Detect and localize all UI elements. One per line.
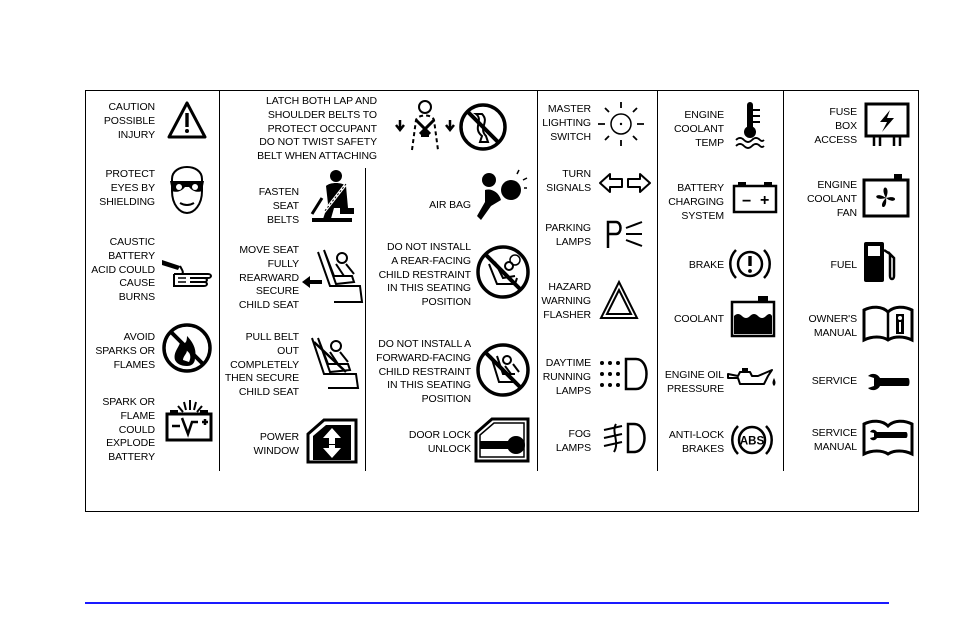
column-divider (219, 91, 220, 471)
column-divider (783, 91, 784, 471)
wrench-icon (866, 372, 910, 392)
coolant-temp-label: ENGINE COOLANT TEMP (673, 109, 724, 149)
service-manual-label: SERVICE MANUAL (811, 427, 857, 453)
oil-can-icon (726, 366, 778, 392)
power-window-label: POWER WINDOW (253, 431, 299, 457)
fasten-belts-label: FASTEN SEAT BELTS (258, 186, 299, 226)
daytime-lamps-label: DAYTIME RUNNING LAMPS (542, 357, 591, 397)
door-lock-key-icon (474, 417, 530, 463)
caution-label: CAUTION POSSIBLE INJURY (103, 101, 155, 141)
no-forward-facing-seat-icon (475, 342, 531, 398)
coolant-reservoir-icon (730, 296, 776, 338)
no-flame-icon (161, 322, 213, 374)
air-bag-label: AIR BAG (429, 199, 471, 211)
eye-shield-face-icon (164, 157, 210, 215)
parking-lamps-label: PARKING LAMPS (545, 222, 591, 248)
brake-label: BRAKE (688, 259, 724, 271)
child-seat-rearward-icon (300, 246, 366, 308)
seat-belt-latch-icon (394, 98, 456, 156)
battery-plus-glyph: + (760, 192, 770, 209)
column-divider (657, 91, 658, 471)
oil-pressure-label: ENGINE OIL PRESSURE (664, 369, 724, 395)
coolant-label: COOLANT (673, 313, 724, 325)
fuel-pump-icon (862, 240, 896, 284)
coolant-fan-label: ENGINE COOLANT FAN (806, 179, 857, 219)
latch-belts-label: LATCH BOTH LAP AND SHOULDER BELTS TO PROTECT OCCUPANT DO NOT TWIST SAFETY BELT WHEN ATTACHING (257, 95, 377, 163)
no-forward-facing-label: DO NOT INSTALL A FORWARD-FACING CHILD RESTRAINT IN THIS SEATING POSITION (376, 338, 471, 406)
owners-manual-label: OWNER'S MANUAL (808, 313, 857, 339)
antilock-label: ANTI-LOCK BRAKES (668, 429, 724, 455)
battery-minus-glyph: − (742, 193, 752, 210)
battery-icon (732, 180, 778, 214)
cooling-fan-icon (862, 172, 910, 218)
hazard-triangle-icon (598, 279, 640, 321)
page-footer-rule (85, 602, 889, 604)
thermometer-icon (734, 100, 766, 148)
battery-explosion-icon (164, 398, 214, 444)
protect-eyes-label: PROTECT EYES BY SHIELDING (99, 168, 155, 208)
fuel-label: FUEL (830, 259, 857, 271)
air-bag-icon (477, 170, 527, 222)
no-rear-facing-seat-icon (475, 244, 531, 300)
fog-lamp-icon (600, 420, 650, 456)
fuse-box-icon (864, 102, 910, 148)
caustic-acid-label: CAUSTIC BATTERY ACID COULD CAUSE BURNS (91, 236, 155, 304)
hazard-label: HAZARD WARNING FLASHER (541, 281, 591, 321)
avoid-sparks-label: AVOID SPARKS OR FLAMES (95, 331, 155, 371)
spark-explode-label: SPARK OR FLAME COULD EXPLODE BATTERY (102, 396, 155, 464)
turn-signals-label: TURN SIGNALS (546, 168, 591, 194)
abs-glyph: ABS (739, 435, 765, 448)
seat-belt-icon (306, 168, 358, 226)
move-seat-label: MOVE SEAT FULLY REARWARD SECURE CHILD SEAT (238, 244, 299, 312)
column-divider (537, 91, 538, 471)
brake-warning-icon (728, 244, 772, 284)
daytime-running-lamp-icon (596, 355, 654, 393)
pull-belt-label: PULL BELT OUT COMPLETELY THEN SECURE CHILD SEAT (224, 331, 299, 399)
child-seat-belt-icon (306, 334, 362, 390)
master-lighting-label: MASTER LIGHTING SWITCH (542, 103, 591, 143)
service-manual-book-icon (862, 418, 914, 456)
column-divider (365, 168, 366, 471)
fog-lamps-label: FOG LAMPS (555, 428, 591, 454)
acid-burn-hand-icon (160, 252, 216, 290)
service-label: SERVICE (811, 375, 857, 387)
parking-lamp-icon (604, 218, 646, 250)
no-twist-belt-icon (458, 102, 508, 152)
door-lock-label: DOOR LOCK UNLOCK (408, 429, 471, 455)
owners-manual-book-icon (862, 304, 914, 342)
battery-charging-label: BATTERY CHARGING SYSTEM (668, 182, 724, 222)
light-bulb-switch-icon (596, 100, 646, 148)
no-rear-facing-label: DO NOT INSTALL A REAR-FACING CHILD RESTRAINT IN THIS SEATING POSITION (378, 241, 471, 309)
abs-icon (730, 420, 774, 460)
power-window-icon (306, 418, 358, 464)
fuse-box-label: FUSE BOX ACCESS (814, 106, 857, 146)
warning-triangle-icon (166, 100, 208, 140)
turn-signal-arrows-icon (598, 172, 652, 194)
